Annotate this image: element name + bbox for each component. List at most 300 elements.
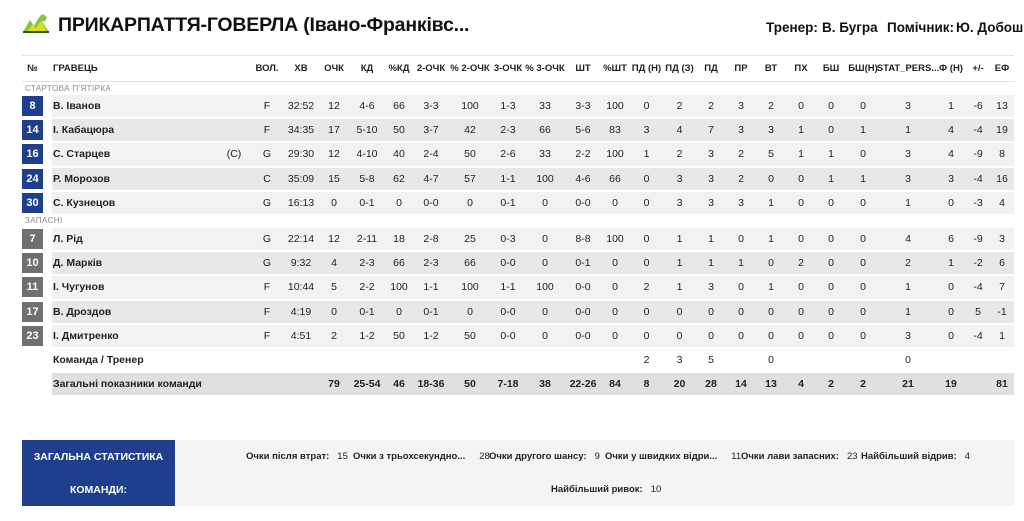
stat-cell: 2 [860,378,866,391]
stat-cell: 0 [612,196,618,209]
stat-cell: 0 [798,305,804,318]
stat-cell: 1 [828,148,834,161]
stat-cell: 0 [948,305,954,318]
stat-cell: 0 [798,196,804,209]
boxscore-table [22,55,1014,396]
stat-cell: 3 [768,124,774,137]
stat-cell: -4 [973,329,983,342]
stat-cell: 38 [539,378,551,391]
stat-cell: 1 [905,305,911,318]
stat-cell: 4 [948,124,954,137]
stat-cell: 0 [467,196,473,209]
stat-cell: 2-6 [500,148,516,161]
stat-cell: 0 [396,196,402,209]
stat-cell: 2 [643,281,650,294]
stat-cell: 16:13 [287,196,315,209]
stat-cell: 1 [643,148,650,161]
column-header[interactable]: ВТ [764,63,778,74]
stat-cell: 20 [673,378,686,391]
stat-cell: 3-3 [575,100,591,113]
stat-cell: 0-0 [423,196,439,209]
stat-cell: 1-1 [423,281,439,294]
player-name[interactable]: С. Кузнецов [53,196,116,209]
stat-cell: 29:30 [287,148,315,161]
coach-name: В. Бугра [822,20,878,35]
column-header[interactable]: 2-ОЧК [416,63,446,74]
player-row[interactable] [22,227,1014,251]
stat-cell: 1 [738,257,744,270]
stat-cell: 4-6 [575,172,591,185]
stat-cell: F [263,124,271,137]
stat-cell: 100 [461,281,479,294]
captain-mark [220,324,248,348]
jersey-number: 24 [22,169,43,189]
stat-cell: 50 [464,148,476,161]
stat-cell: 0-1 [359,305,375,318]
player-name[interactable]: Д. Марків [53,257,103,270]
stat-cell: F [263,305,271,318]
stat-cell: 22:14 [287,233,315,246]
stat-cell: 0-1 [575,257,591,270]
coach-label: Тренер: [766,20,818,35]
stat-cell: 84 [609,378,621,391]
stat-cell: 66 [393,257,405,270]
stat-cell: 13 [996,100,1008,113]
stat-cell: 2 [331,329,337,342]
team-coach-row [22,348,1014,372]
stat-cell: 3-3 [423,100,439,113]
column-header[interactable]: STAT_PERS... [876,63,940,74]
column-header[interactable]: % 2-ОЧК [450,63,490,74]
stat-cell: 100 [536,172,554,185]
player-row[interactable] [22,275,1014,299]
player-name[interactable]: С. Старцев [53,148,111,161]
column-header[interactable]: ХВ [294,63,308,74]
stat-cell: 19 [945,378,957,391]
stat-cell: 4 [798,378,804,391]
stat-cell: 0 [798,281,804,294]
section-label [22,82,1014,94]
stat-cell: 0 [948,281,954,294]
stat-cell: 2 [708,100,714,113]
stat-cell: 4-10 [356,148,378,161]
stat-cell: 0 [905,353,911,366]
stat-cell: 0 [828,281,834,294]
column-header[interactable]: ГРАВЕЦЬ [53,63,98,74]
stat-cell: 1 [798,124,804,137]
stat-cell: 2-3 [359,257,375,270]
team-row-label: Команда / Тренер [53,353,144,366]
stat-cell: 2 [798,257,804,270]
stat-cell: 0 [542,329,548,342]
stat-cell: 0 [542,233,548,246]
team-summary [22,440,1014,506]
captain-mark: (C) [226,148,242,161]
player-name[interactable]: І. Дмитренко [53,329,119,342]
stat-cell: 3 [905,148,911,161]
stat-cell: 66 [609,172,621,185]
stat-cell: 22-26 [569,378,597,391]
stat-cell: 3 [738,124,744,137]
totals-label: Загальні показники команди [53,378,202,391]
stat-cell: 0 [612,329,618,342]
stat-cell: 0 [612,281,618,294]
stat-cell: 0 [643,257,650,270]
stat-cell: 0-0 [500,257,516,270]
stat-cell: 1-3 [500,100,516,113]
captain-mark [220,227,248,251]
stat-cell: 2 [738,172,744,185]
stat-cell: 5 [768,148,774,161]
stat-cell: 0-1 [423,305,439,318]
stat-cell: F [263,281,271,294]
stat-cell: 3 [708,196,714,209]
column-header[interactable]: БШ(Н) [848,63,878,74]
player-row[interactable] [22,142,1014,166]
stat-cell: 3-7 [423,124,439,137]
stat-cell: 0-3 [500,233,516,246]
team-logo [21,12,51,36]
stat-cell: 0 [828,233,834,246]
stat-cell: 3 [676,353,683,366]
stat-cell: 0 [612,257,618,270]
stat-cell: 3 [999,233,1005,246]
stat-cell: 100 [606,100,624,113]
column-header[interactable]: ОЧК [324,63,344,74]
team-totals-row [22,372,1014,396]
assistant-label: Помічник: [887,20,955,35]
stat-cell: 0 [798,100,804,113]
stat-cell: 17 [328,124,340,137]
stat-biggest-run: Найбільший ривок: 10 [551,484,662,495]
jersey-number: 11 [22,277,43,297]
stat-cell: 0 [860,257,866,270]
stat-cell: 66 [393,100,405,113]
stat-cell: 2 [738,148,744,161]
stat-cell: 16 [996,172,1008,185]
column-header[interactable]: ШТ [575,63,591,74]
stat-cell: 2-2 [575,148,591,161]
stat-cell: 0 [860,196,866,209]
section-title: СТАРТОВА П'ЯТІРКА [25,83,112,93]
stat-cell: 0 [643,100,650,113]
stat-cell: 66 [539,124,551,137]
jersey-number: 7 [22,229,43,249]
stat-cell: 0 [828,329,834,342]
summary-title-line1: ЗАГАЛЬНА СТАТИСТИКА [33,451,164,463]
stat-cell: 0 [396,305,402,318]
stat-cell: -1 [997,305,1007,318]
stat-cell: 2-3 [500,124,516,137]
stat-cell: 57 [464,172,476,185]
column-header[interactable]: БШ [822,63,840,74]
stat-cell: 0-0 [575,281,591,294]
column-header[interactable]: КД [360,63,374,74]
stat-cell: 3 [948,172,954,185]
stat-cell: 40 [393,148,405,161]
column-header[interactable]: % 3-ОЧК [525,63,565,74]
stat-cell: 2 [905,257,911,270]
jersey-number: 8 [22,96,43,116]
stat-cell: 0 [798,233,804,246]
column-header[interactable]: %КД [388,63,410,74]
stat-cell: 14 [735,378,747,391]
column-header[interactable]: +/- [972,63,984,74]
section-label [22,215,1014,227]
stat-cell: 2-11 [356,233,378,246]
stat-cell: 2 [643,353,650,366]
stat-cell: 100 [390,281,408,294]
stat-cell: F [263,329,271,342]
stat-cell: 0 [828,257,834,270]
jersey-number: 14 [22,120,43,140]
stat-cell: 0 [643,233,650,246]
stat-cell: 50 [393,124,405,137]
stat-cell: 4 [331,257,337,270]
stat-cell: 0 [738,329,744,342]
stat-cell: 0-0 [575,305,591,318]
column-header[interactable]: %ШТ [603,63,627,74]
stat-cell: 1 [768,233,774,246]
stat-cell: 0 [643,172,650,185]
stat-cell: 0 [948,329,954,342]
stat-cell: 0 [331,305,337,318]
stat-cell: 6 [948,233,954,246]
stat-cell: 0-0 [500,305,516,318]
stat-cell: 9:32 [290,257,312,270]
stat-cell: -4 [973,281,983,294]
stat-cell: 2-3 [423,257,439,270]
stat-cell: 0 [860,305,866,318]
captain-mark [220,118,248,142]
stat-cell: 1 [905,124,911,137]
jersey-number: 30 [22,193,43,213]
stat-cell: 1 [708,257,714,270]
stat-cell: 0 [798,329,804,342]
stat-cell: 1 [948,257,954,270]
stat-cell: 6 [999,257,1005,270]
stat-cell: 1 [860,172,866,185]
stat-cell: 0 [828,100,834,113]
stat-cell: 19 [996,124,1008,137]
stat-cell: 100 [606,148,624,161]
stat-cell: 0 [828,124,834,137]
team-header [0,0,1024,52]
player-name[interactable]: І. Чугунов [53,281,105,294]
stat-cell: 2 [676,148,683,161]
stat-cell: 33 [539,100,551,113]
stat-cell: G [262,257,272,270]
stat-cell: 7 [708,124,714,137]
jersey-number: 10 [22,253,43,273]
stat-cell: 4-7 [423,172,439,185]
stat-cell: 0 [676,305,683,318]
stat-cell: 7 [999,281,1005,294]
stat-cell: 100 [606,233,624,246]
stat-cell: 3 [905,100,911,113]
stat-cell: 79 [328,378,340,391]
stat-cell: 18 [393,233,405,246]
stat-cell: 5-10 [356,124,378,137]
stat-cell: 50 [464,329,476,342]
stat-fast-break: Очки у швидких відри... 11 [605,451,742,462]
player-row[interactable] [22,300,1014,324]
stat-cell: 0 [542,196,548,209]
stat-cell: 4 [948,148,954,161]
stat-cell: 0 [467,305,473,318]
stat-cell: F [263,100,271,113]
stat-cell: 3 [708,148,714,161]
stat-points-paint: Очки з трьохсекундно... 28 [353,451,490,462]
stat-cell: 0-0 [575,196,591,209]
stat-cell: 0 [738,305,744,318]
stat-cell: 1-2 [423,329,439,342]
player-row[interactable] [22,191,1014,215]
stat-cell: 0 [798,172,804,185]
stat-cell: 2 [676,100,683,113]
player-name[interactable]: І. Кабацюра [53,124,115,137]
stat-cell: 0 [768,329,774,342]
stat-cell: 12 [328,148,340,161]
stat-cell: 42 [464,124,476,137]
stat-cell: 0 [643,329,650,342]
stat-cell: 4 [905,233,911,246]
jersey-number: 23 [22,326,43,346]
summary-title-box [22,440,175,506]
stat-second-chance: Очки другого шансу: 9 [489,451,600,462]
stat-cell: 1 [905,196,911,209]
stat-cell: 0 [542,257,548,270]
stat-cell: 5 [331,281,337,294]
stat-cell: 1 [676,233,683,246]
stat-cell: -3 [973,196,983,209]
team-title: ПРИКАРПАТТЯ-ГОВЕРЛА (Івано-Франківс... [58,14,470,36]
stat-cell: 3 [905,172,911,185]
column-header[interactable]: ПД (З) [665,63,694,74]
column-header[interactable]: ПД [704,63,718,74]
stat-cell: 4:51 [290,329,312,342]
stat-bench-points: Очки лави запасних: 23 [741,451,858,462]
player-row[interactable] [22,118,1014,142]
stat-cell: G [262,196,272,209]
stat-cell: 2-4 [423,148,439,161]
stat-cell: -6 [973,100,983,113]
stat-cell: -9 [973,148,983,161]
player-name[interactable]: Л. Рід [53,233,83,246]
stat-cell: 0 [768,353,774,366]
stat-cell: 0 [948,196,954,209]
stat-cell: 0 [860,329,866,342]
summary-title-line2: КОМАНДИ: [69,484,127,496]
stat-cell: 2-8 [423,233,439,246]
column-header[interactable]: ВОЛ. [255,63,279,74]
player-row[interactable] [22,167,1014,191]
player-name[interactable]: В. Іванов [53,100,101,113]
stat-cell: 1-1 [500,172,516,185]
jersey-number: 16 [22,144,43,164]
stat-cell: 0 [738,281,744,294]
stat-cell: G [262,148,272,161]
stat-cell: 5 [708,353,714,366]
stat-cell: 5-8 [359,172,375,185]
stat-cell: 50 [464,378,476,391]
stat-cell: 0 [708,329,714,342]
stat-cell: 15 [328,172,340,185]
stat-cell: 0 [860,281,866,294]
column-header[interactable]: 3-ОЧК [493,63,523,74]
stat-cell: 1 [768,281,774,294]
stat-cell: 1-2 [359,329,375,342]
stat-cell: 33 [539,148,551,161]
column-header[interactable]: Ф (Н) [939,63,963,74]
stat-cell: 1 [708,233,714,246]
stat-cell: 4:19 [290,305,312,318]
stat-cell: G [262,233,272,246]
stat-cell: 32:52 [287,100,315,113]
column-header[interactable]: ПР [734,63,748,74]
stat-cell: 0-0 [500,329,516,342]
captain-mark [220,94,248,118]
stat-cell: 100 [461,100,479,113]
stat-cell: 35:09 [287,172,315,185]
stat-cell: 50 [393,329,405,342]
stat-cell: 0-0 [575,329,591,342]
column-header[interactable]: ПД (Н) [631,63,662,74]
stat-cell: 0-1 [500,196,516,209]
summary-stats [175,440,1014,506]
stat-cell: 18-36 [417,378,445,391]
stat-cell: 12 [328,233,340,246]
stat-cell: 21 [902,378,914,391]
stat-cell: 1 [828,172,834,185]
stat-cell: 0-1 [359,196,375,209]
stat-cell: 0 [860,148,866,161]
table-header [22,55,1014,82]
column-header[interactable]: ПХ [794,63,808,74]
stat-points-off-turnovers: Очки після втрат: 15 [246,451,348,462]
stat-cell: 81 [996,378,1008,391]
stat-cell: 0 [331,196,337,209]
player-name[interactable]: В. Дроздов [53,305,112,318]
player-row[interactable] [22,251,1014,275]
stat-cell: 1 [860,124,866,137]
stat-cell: 3 [738,100,744,113]
stat-cell: 34:35 [287,124,315,137]
captain-mark [220,275,248,299]
player-row[interactable] [22,94,1014,118]
player-row[interactable] [22,324,1014,348]
stat-cell: 0 [676,329,683,342]
player-name[interactable]: Р. Морозов [53,172,110,185]
stat-cell: 5 [975,305,981,318]
captain-mark [220,251,248,275]
stat-cell: 0 [828,196,834,209]
stat-cell: 0 [828,305,834,318]
stat-cell: -4 [973,172,983,185]
assistant-name: Ю. Добош [956,20,1024,35]
stat-cell: 0 [768,305,774,318]
stat-cell: 3 [643,124,650,137]
column-header[interactable]: № [27,63,38,74]
stat-cell: -2 [973,257,983,270]
stat-cell: 0 [768,172,774,185]
captain-mark [220,191,248,215]
stat-cell: 46 [393,378,405,391]
stat-cell: 62 [393,172,405,185]
stat-cell: 3 [708,281,714,294]
stat-cell: 2 [828,378,834,391]
column-header[interactable]: ЕФ [994,63,1010,74]
